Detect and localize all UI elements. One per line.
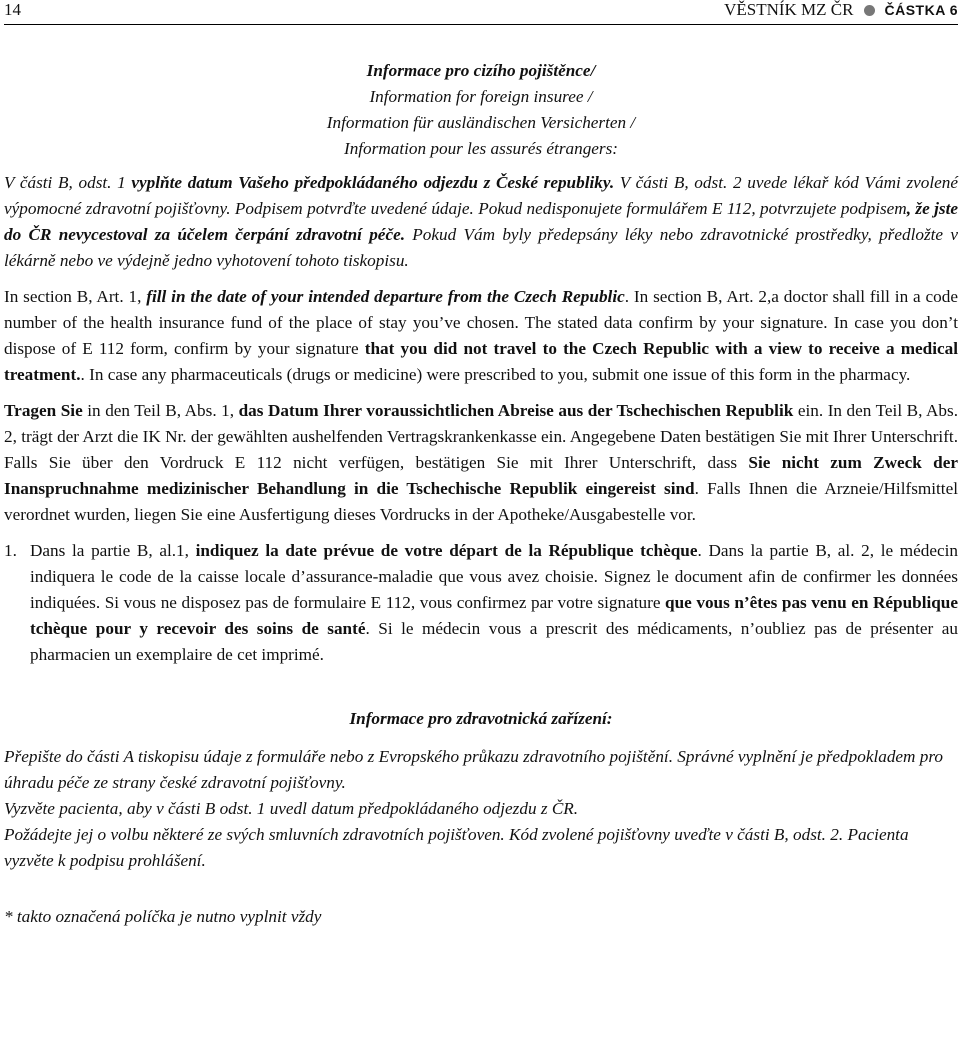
page-number: 14 [4, 0, 21, 19]
foreign-insuree-title [4, 58, 958, 162]
footnote: * takto označená políčka je nutno vyplnit vždy [4, 907, 322, 926]
text-run: . In case any pharmaceuticals (drugs or medicine) were prescribed to you, submit one issue of this form in the pharmacy. [80, 365, 911, 384]
text-run-bold: das Datum Ihrer voraussichtlichen Abreise aus der Tschechischen Republik [238, 401, 794, 420]
paragraph-english [4, 284, 958, 388]
text-run: Dans la partie B, al.1, [30, 541, 196, 560]
text-run-bold: indiquez la date prévue de votre départ de la République tchèque [195, 541, 698, 560]
text-run-bold: Sie nicht zum Zweck der Inanspruchnahme medizinischer Behandlung in die Tschechische Republik eingereist sind [4, 453, 958, 498]
header-right [724, 0, 958, 20]
paragraph-french [4, 538, 958, 668]
title-line-en: Information for foreign insuree / [369, 87, 593, 106]
text-run: in den Teil B, Abs. 1, [82, 401, 239, 420]
text-run: V části B, odst. 1 [4, 173, 132, 192]
paragraph-czech [4, 170, 958, 274]
list-number: 1. [4, 541, 17, 560]
title-line-fr: Information pour les assurés étrangers: [343, 139, 619, 158]
text-run-bold: fill in the date of your intended departure from the Czech Republic [146, 287, 625, 306]
text-run-bold: that you did not travel to the Czech Republic with a view to receive a medical treatment. [4, 339, 958, 384]
title-line-de: Information für ausländischen Versicherten / [326, 113, 636, 132]
text-run: . Dans la partie B, al. 2, le médecin indiquera le code de la caisse locale d’assurance-maladie que vous avez choisie. Signez le document afin de confirmer les données indiquées. Si vous ne disposez pas de formulaire E 112, vous confirmez par votre signature [30, 541, 958, 612]
facility-paragraph-3: Požádejte jej o volbu některé ze svých smluvních zdravotních pojišťoven. Kód zvolené pojišťovny uveďte v části B, odst. 2. Pacienta vyzvěte k podpisu prohlášení. [4, 825, 909, 870]
bullet-icon [864, 5, 875, 16]
text-run: . In section B, Art. 2,a doctor shall fill in a code number of the health insurance fund of the place of stay you’ve chosen. The stated data confirm by your signature. In case you don’t dispose of E 112 form, confirm by your signature [4, 287, 958, 358]
text-run-bold: vyplňte datum Vašeho předpokládaného odjezdu z České republiky. [131, 173, 615, 192]
document-body [4, 58, 958, 930]
text-run: . Si le médecin vous a prescrit des médicaments, n’oubliez pas de présenter au pharmacien un exemplaire de cet imprimé. [30, 619, 958, 664]
text-run: ein. In den Teil B, Abs. 2, trägt der Arzt die IK Nr. der gewählten aushelfenden Vertragskrankenkasse ein. Angegebene Daten bestätigen Sie mit Ihrer Unterschrift. Falls Sie über den Vordruck E 112 nicht verfügen, bestätigen Sie mit Ihrer Unterschrift, dass [4, 401, 959, 472]
text-run: Pokud Vám byly předepsány léky nebo zdravotnické prostředky, předložte v lékárně nebo ve výdejně jedno vyhotovení tohoto tiskopisu. [4, 225, 958, 270]
part-label: ČÁSTKA 6 [884, 2, 958, 18]
page-header [4, 0, 958, 25]
text-run-bold: que vous n’êtes pas venu en République tchèque pour y recevoir des soins de santé [30, 593, 958, 638]
text-run: V části B, odst. 2 uvede lékař kód Vámi zvolené výpomocné zdravotní pojišťovny. Podpisem potvrďte uvedené údaje. Pokud nedisponujete formulářem E 112, potvrzujete podpisem [4, 173, 958, 218]
text-run-bold: Tragen Sie [4, 401, 83, 420]
text-run-bold: , že jste do ČR nevycestoval za účelem čerpání zdravotní péče. [4, 199, 959, 244]
text-run: . Falls Ihnen die Arzneie/Hilfsmittel verordnet wurden, liegen Sie eine Ausfertigung dieses Vordrucks in der Apotheke/Ausgabestelle vor. [4, 479, 958, 524]
facility-title: Informace pro zdravotnická zařízení: [349, 709, 613, 728]
text-run: In section B, Art. 1, [4, 287, 147, 306]
list-text [30, 538, 958, 668]
journal-name: VĚSTNÍK MZ ČR [724, 0, 854, 19]
facility-paragraph-2: Vyzvěte pacienta, aby v části B odst. 1 uvedl datum předpokládaného odjezdu z ČR. [4, 799, 579, 818]
facility-paragraph-1: Přepište do části A tiskopisu údaje z formuláře nebo z Evropského průkazu zdravotního pojištění. Správné vyplnění je předpokladem pro úhradu péče ze strany české zdravotní pojišťovny. [4, 747, 943, 792]
title-line-cz: Informace pro cizího pojištěnce/ [366, 61, 596, 80]
paragraph-german [4, 398, 958, 528]
